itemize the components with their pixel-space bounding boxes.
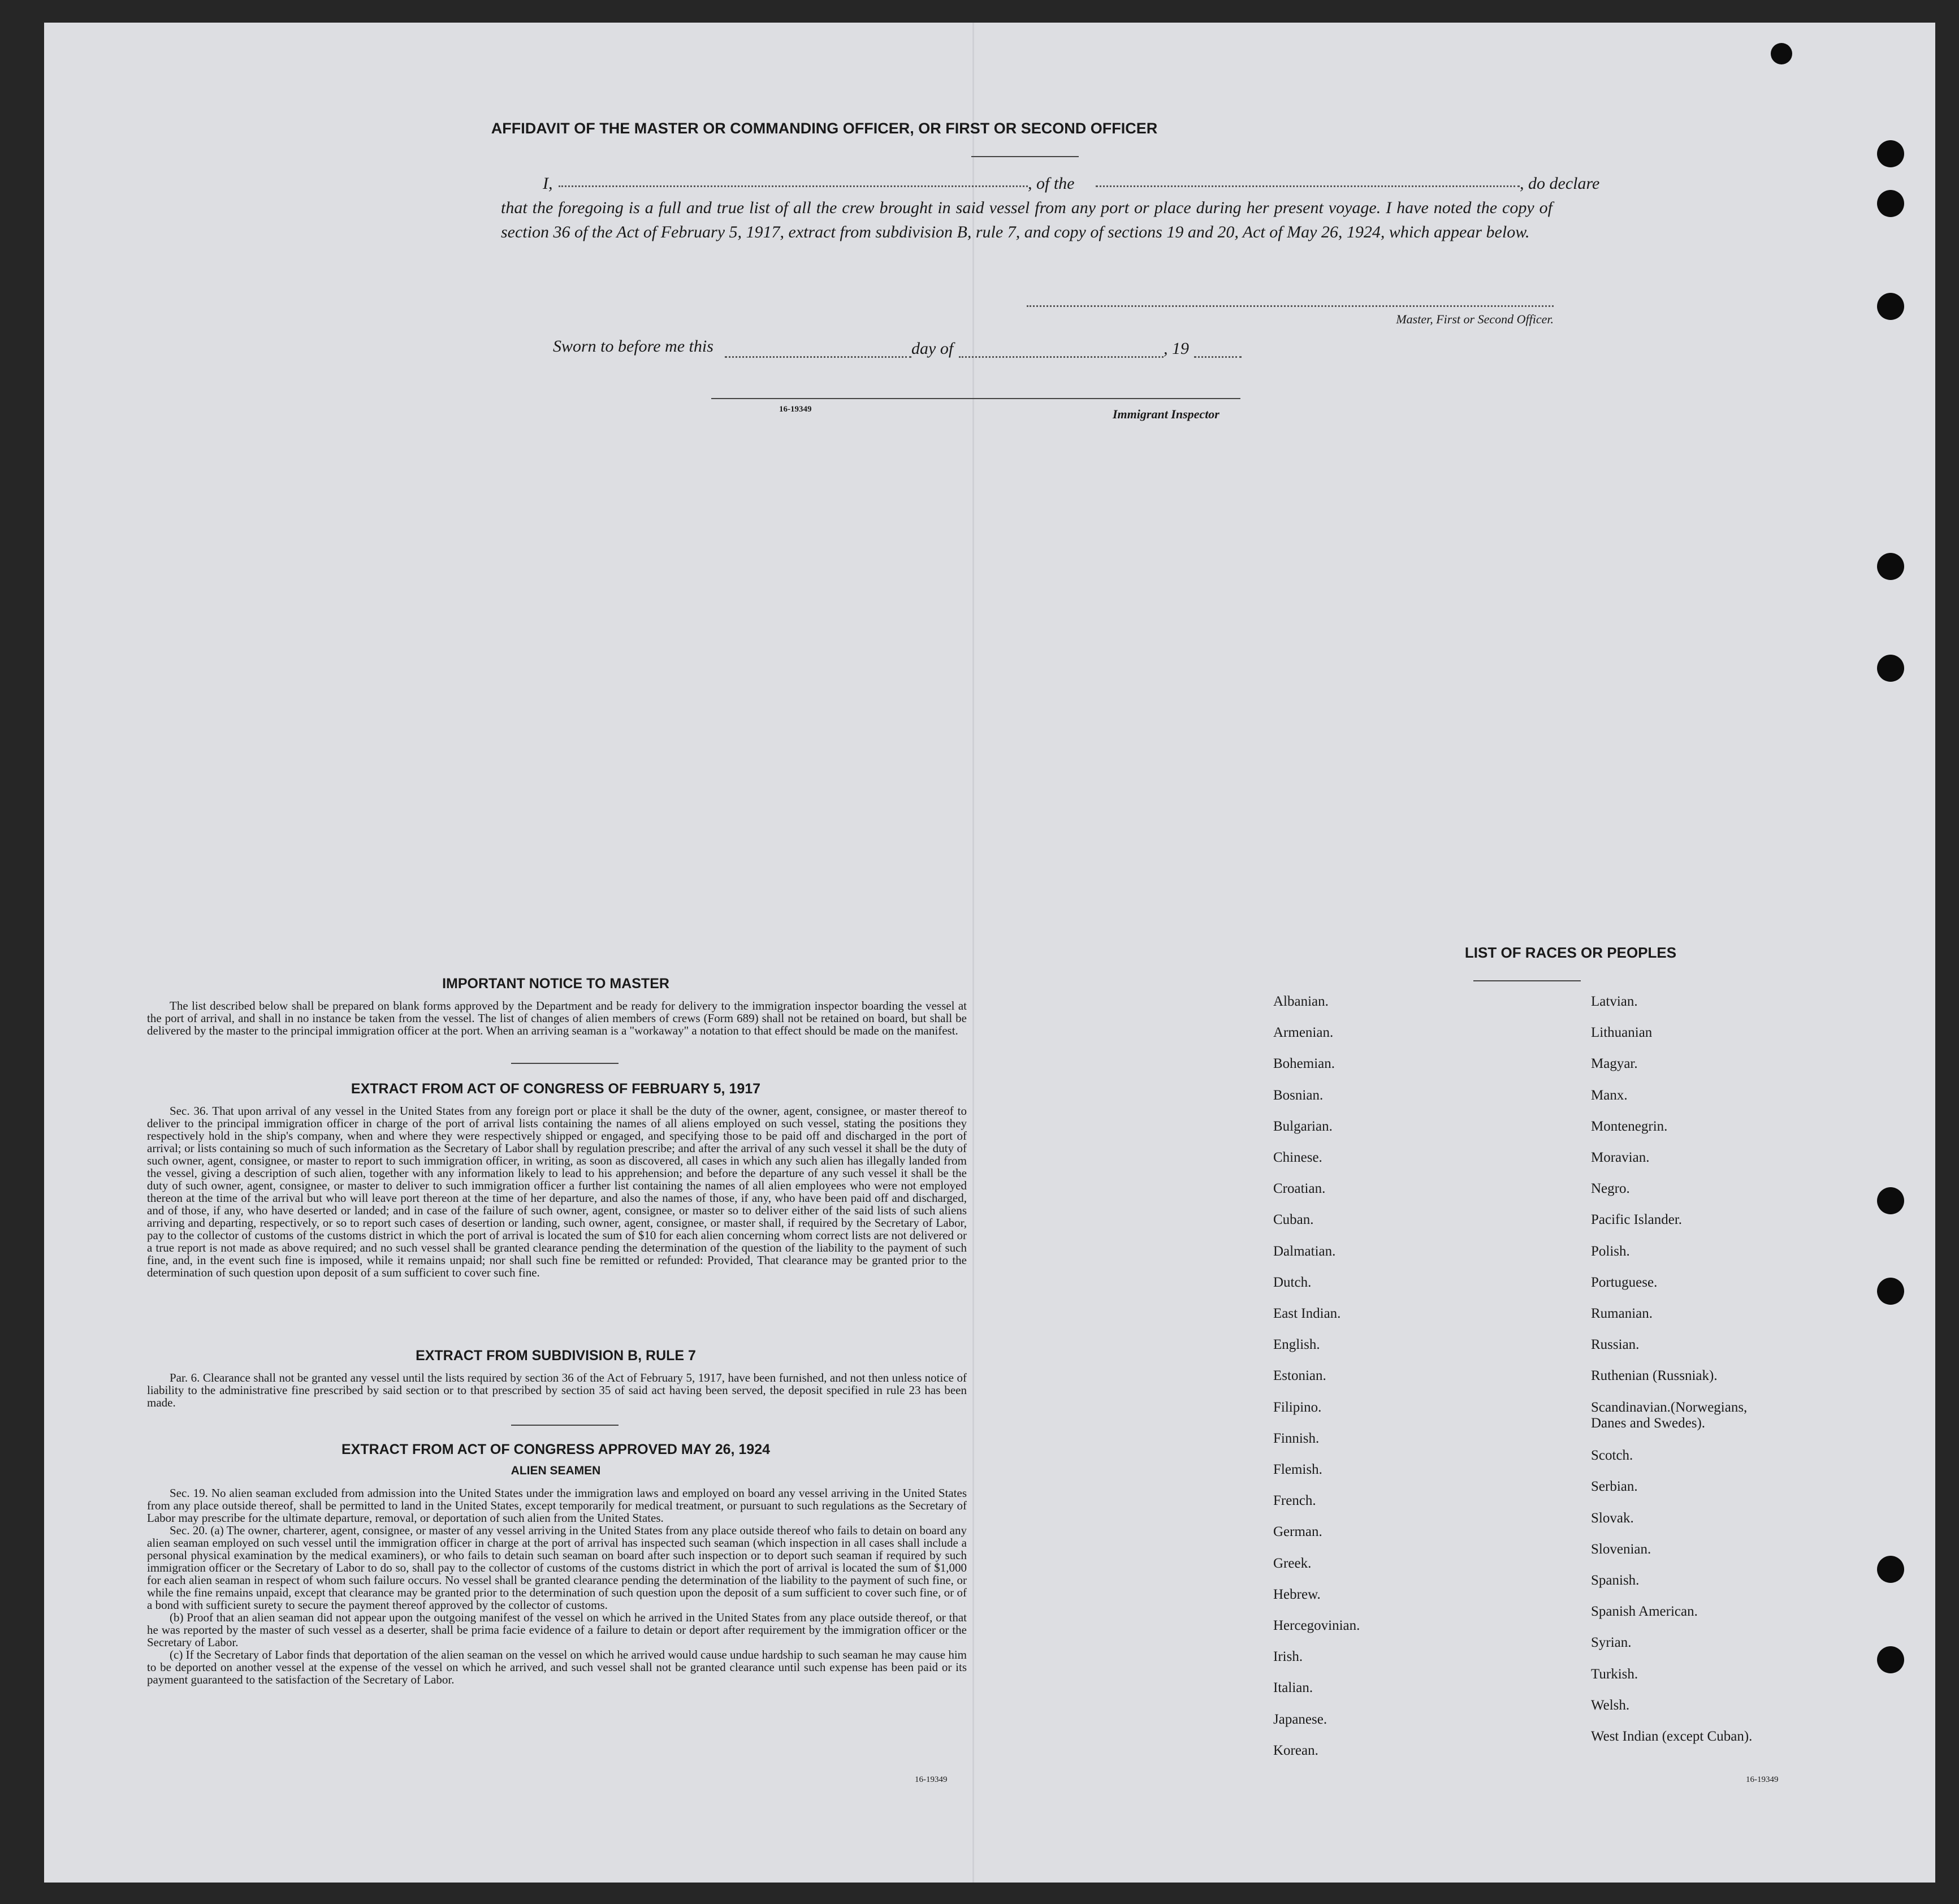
affidavit-title: AFFIDAVIT OF THE MASTER OR COMMANDING OFFICER, OR FIRST OR SECOND OFFICER (491, 120, 1158, 137)
race-item: Magyar. (1591, 1056, 1638, 1072)
race-item: Hercegovinian. (1273, 1618, 1360, 1633)
race-item: Filipino. (1273, 1399, 1322, 1415)
race-item: West Indian (except Cuban). (1591, 1728, 1753, 1744)
race-item: Dalmatian. (1273, 1243, 1336, 1259)
fold-crease (972, 23, 974, 1883)
affidavit-declare-label: , do declare (1520, 174, 1600, 193)
race-item: Scandinavian.(Norwegians, Danes and Swedes). (1591, 1399, 1748, 1431)
race-item: Montenegrin. (1591, 1118, 1668, 1134)
inspector-signature-line (711, 398, 1240, 399)
sworn-month-field[interactable] (959, 356, 1164, 358)
section-20c-paragraph: (c) If the Secretary of Labor finds that deportation of the alien seaman on the vessel on which he arrived would cause undue hardship to such seaman he may cause him to be deported on another vessel at the expense of the vessel on which he arrived, and such vessel shall not be granted clearance until such expense has been paid or its payment guaranteed to the satisfaction of the Secretary of Labor. (147, 1648, 967, 1686)
punch-hole (1877, 140, 1904, 167)
punch-hole (1877, 553, 1904, 580)
signature-line[interactable] (1027, 305, 1554, 307)
alien-seamen-subtitle: ALIEN SEAMEN (511, 1464, 601, 1477)
race-item: Negro. (1591, 1181, 1630, 1197)
extract-1924-text (147, 1487, 967, 1686)
race-item: Welsh. (1591, 1697, 1630, 1713)
race-item: English. (1273, 1337, 1320, 1353)
punch-hole (1877, 1646, 1904, 1673)
inspector-label: Immigrant Inspector (1113, 407, 1219, 421)
rule7-paragraph: Par. 6. Clearance shall not be granted any vessel until the lists required by section 36 of the Act of February 5, 1917, have been furnished, and not then unless notice of liability to the administrative fine prescribed by said section or to that prescribed by section 35 of said act having been served, the deposit specified in rule 23 has been made. (147, 1371, 967, 1409)
rule7-title: EXTRACT FROM SUBDIVISION B, RULE 7 (416, 1348, 696, 1364)
affidavit-of-label: , of the (1028, 174, 1075, 193)
name-field[interactable] (559, 185, 1028, 187)
document-page (44, 23, 1935, 1883)
race-item: Ruthenian (Russniak). (1591, 1368, 1718, 1384)
section-20a-paragraph: Sec. 20. (a) The owner, charterer, agent, consignee, or master of any vessel arriving in the United States from any place outside thereof who fails to detain on board any alien seaman employed on such vessel until the immigration officer in charge at the port of arrival has inspected such seaman (which inspection in all cases shall include a personal physical examination by the medical examiners), or who fails to detain such seaman on board after such inspection or to deport such seaman if required by such immigration officer or the Secretary of Labor to do so, shall pay to the collector of customs of the customs district in which the port of arrival is located the sum of $1,000 for each alien seaman in respect of whom such failure occurs. No vessel shall be granted clearance pending the determination of the liability to the payment of such fine, or while the fine remains unpaid, except that clearance may be granted prior to the determination of such question upon the deposit of a sum sufficient to cover such fine, or of a bond with sufficient surety to secure the payment thereof approved by the collector of customs. (147, 1524, 967, 1612)
race-item: Bulgarian. (1273, 1118, 1333, 1134)
section-19-paragraph: Sec. 19. No alien seaman excluded from admission into the United States under the immigration laws and employed on board any vessel arriving in the United States from any place outside thereof, shall be permitted to land in the United States, except temporarily for medical treatment, or pursuant to such regulations as the Secretary of Labor may prescribe for the ultimate departure, removal, or deportation of such alien from the United States. (147, 1486, 967, 1525)
race-item: Estonian. (1273, 1368, 1326, 1384)
punch-hole (1877, 190, 1904, 217)
divider (511, 1063, 619, 1064)
punch-hole (1877, 655, 1904, 682)
race-item: Irish. (1273, 1649, 1303, 1665)
extract-1917-title: EXTRACT FROM ACT OF CONGRESS OF FEBRUARY 5, 1917 (351, 1081, 761, 1097)
race-item: Portuguese. (1591, 1274, 1658, 1290)
race-item: Bosnian. (1273, 1087, 1324, 1103)
race-item: Pacific Islander. (1591, 1212, 1683, 1228)
race-item: Greek. (1273, 1555, 1312, 1571)
race-item: Turkish. (1591, 1666, 1638, 1682)
section-36-paragraph: Sec. 36. That upon arrival of any vessel in the United States from any foreign port or place it shall be the duty of the owner, agent, consignee, or master thereof to deliver to the principal immigration officer in charge of the port of arrival lists containing the names of all aliens employed on such vessel, stating the positions they respectively hold in the ship's company, when and where they were respectively shipped or engaged, and specifying those to be paid off and discharged in the port of arrival; or lists containing so much of such information as the Secretary of Labor shall by regulation prescribe; and after the arrival of any such vessel it shall be the duty of such owner, agent, consignee, or master to report to such immigration officer, in writing, as soon as discovered, all cases in which any such alien has illegally landed from the vessel, giving a description of such alien, together with any information likely to lead to his apprehension; and before the departure of any such vessel it shall be the duty of such owner, agent, consignee, or master to deliver to such immigration officer a further list containing the names of all alien employees who were not employed thereon at the time of the arrival but who will leave port thereon at the time of her departure, and also the names of those, if any, who have been paid off and discharged, and of those, if any, who have deserted or landed; and in case of the failure of such owner, agent, consignee, or master so to deliver either of the said lists of such aliens arriving and departing, respectively, or so to report such cases of desertion or landing, such owner, agent, consignee, or master shall, if required by the Secretary of Labor, pay to the collector of customs of the customs district in which the port of arrival is located the sum of $10 for each alien concerning whom correct lists are not delivered or a true report is not made as above required; and no such vessel shall be granted clearance pending the determination of the question of the liability to the payment of such fine, and, in the event such fine is imposed, while it remains unpaid; nor shall such fine be remitted or refunded: Provided, That clearance may be granted prior to the determination of such question upon deposit of a sum sufficient to cover such fine. (147, 1104, 967, 1279)
race-item: German. (1273, 1524, 1322, 1540)
race-item: Lithuanian (1591, 1025, 1653, 1041)
affidavit-body: that the foregoing is a full and true list of all the crew brought in said vessel from any port or place during her present voyage. I have noted the copy of section 36 of the Act of February 5, 1917, extract from subdivision B, rule 7, and copy of sections 19 and 20, Act of May 26, 1924, which appear below. (501, 198, 1553, 241)
race-item: Hebrew. (1273, 1586, 1321, 1602)
races-title: LIST OF RACES OR PEOPLES (1464, 944, 1677, 961)
race-item: Moravian. (1591, 1150, 1650, 1165)
race-item: Armenian. (1273, 1025, 1334, 1041)
race-item: Syrian. (1591, 1635, 1632, 1651)
punch-hole (1877, 1187, 1904, 1214)
race-item: Spanish. (1591, 1572, 1640, 1588)
race-item: French. (1273, 1493, 1316, 1509)
race-item: Cuban. (1273, 1212, 1314, 1228)
signature-label: Master, First or Second Officer. (1396, 312, 1554, 326)
sworn-label: Sworn to before me this (553, 337, 713, 356)
race-item: Chinese. (1273, 1150, 1322, 1165)
race-item: Japanese. (1273, 1711, 1327, 1727)
rule7-text (147, 1371, 967, 1409)
year-field[interactable] (1194, 356, 1242, 358)
race-item: Italian. (1273, 1680, 1313, 1696)
race-item: Bohemian. (1273, 1056, 1335, 1072)
race-item: Slovak. (1591, 1510, 1634, 1526)
race-item: Rumanian. (1591, 1306, 1653, 1321)
notice-paragraph: The list described below shall be prepared on blank forms approved by the Department and be ready for delivery to the immigration inspector boarding the vessel at the port of arrival, and shall in no instance be taken from the vessel. The list of changes of alien members of crews (Form 689) shall not be retained on board, but shall be delivered by the master to the principal immigration officer at the port. When an arriving seaman is a "workaway" a notation to that effect should be made on the manifest. (147, 999, 967, 1037)
punch-hole (1877, 1278, 1904, 1305)
race-item: Scotch. (1591, 1448, 1633, 1464)
punch-hole (1771, 43, 1792, 64)
sworn-day-field[interactable] (725, 356, 911, 358)
race-item: Croatian. (1273, 1181, 1326, 1197)
divider (511, 1425, 619, 1426)
notice-title: IMPORTANT NOTICE TO MASTER (442, 976, 669, 992)
divider (971, 156, 1079, 157)
notice-text (147, 999, 967, 1037)
form-number: 16-19349 (1746, 1775, 1779, 1784)
divider (1473, 980, 1581, 981)
race-item: Serbian. (1591, 1479, 1638, 1495)
race-item: Russian. (1591, 1337, 1640, 1353)
race-item: Albanian. (1273, 994, 1329, 1009)
day-of-label: day of (911, 339, 954, 358)
vessel-field[interactable] (1096, 185, 1520, 187)
year-label: , 19 (1164, 339, 1189, 358)
race-item: Dutch. (1273, 1274, 1312, 1290)
section-20b-paragraph: (b) Proof that an alien seaman did not appear upon the outgoing manifest of the vessel on which he arrived in the United States from any place outside thereof, or that he was reported by the master of such vessel as a deserter, shall be prima facie evidence of a failure to detain or deport after requirement by the immigration officer or the Secretary of Labor. (147, 1611, 967, 1649)
race-item: Manx. (1591, 1087, 1628, 1103)
race-item: Slovenian. (1591, 1541, 1651, 1557)
punch-hole (1877, 293, 1904, 320)
form-number: 16-19349 (915, 1775, 948, 1784)
extract-1917-text (147, 1105, 967, 1279)
punch-hole (1877, 1556, 1904, 1583)
race-item: East Indian. (1273, 1306, 1341, 1321)
extract-1924-title: EXTRACT FROM ACT OF CONGRESS APPROVED MAY 26, 1924 (341, 1442, 771, 1457)
race-item: Flemish. (1273, 1462, 1322, 1477)
race-item: Polish. (1591, 1243, 1630, 1259)
race-item: Finnish. (1273, 1430, 1320, 1446)
race-item: Spanish American. (1591, 1604, 1698, 1620)
race-item: Korean. (1273, 1742, 1318, 1758)
form-number: 16-19349 (779, 405, 812, 414)
race-item: Latvian. (1591, 994, 1638, 1009)
affidavit-i-label: I, (543, 174, 553, 193)
